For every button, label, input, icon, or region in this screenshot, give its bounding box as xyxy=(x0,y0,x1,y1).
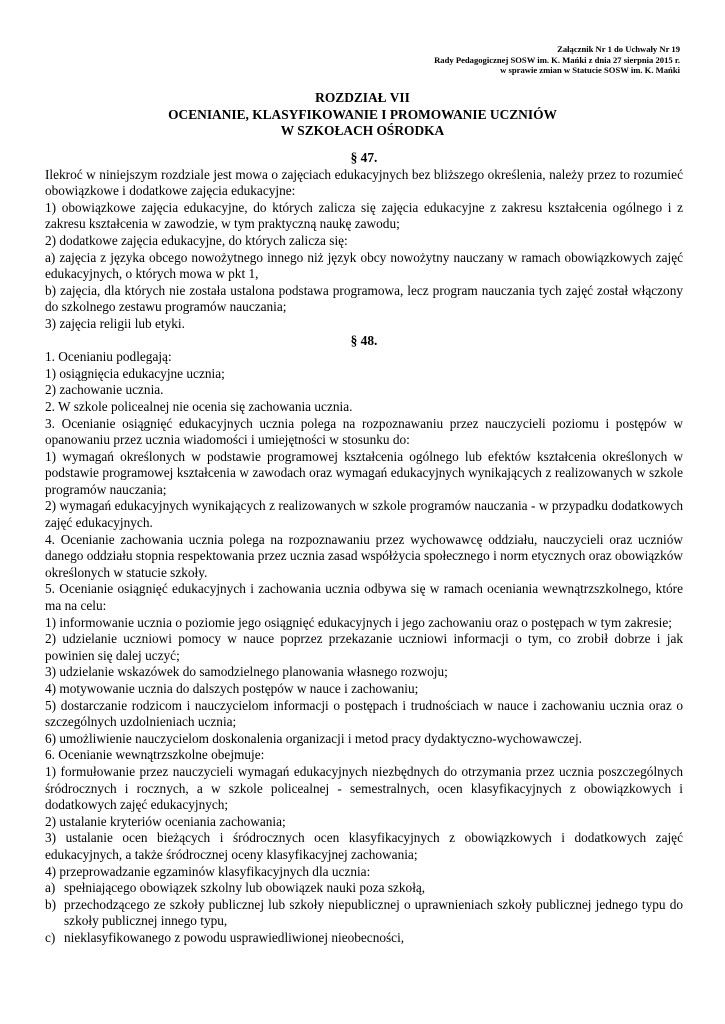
section-48-item-5: 5. Ocenianie osiągnięć edukacyjnych i zachowania ucznia odbywa się w ramach oceniania wewnątrzszkolnego, które ma na celu: xyxy=(45,581,683,614)
document-body xyxy=(45,150,683,947)
annex-note xyxy=(434,44,680,76)
section-48-item-6-3: 3) ustalanie ocen bieżących i śródrocznych ocen klasyfikacyjnych z obowiązkowych i dodatkowych zajęć edukacyjnych, a także śródrocznej oceny klasyfikacyjnej zachowania; xyxy=(45,830,683,862)
section-48-item-1-1: 1) osiągnięcia edukacyjne ucznia; xyxy=(45,365,225,381)
section-48-item-3-2: 2) wymagań edukacyjnych wynikających z realizowanych w szkole programów nauczania - w przypadku dodatkowych zajęć edukacyjnych. xyxy=(45,498,683,531)
sub-item-text: nieklasyfikowanego z powodu usprawiedliwionej nieobecności, xyxy=(64,929,405,945)
section-48-item-5-2: 2) udzielanie uczniowi pomocy w nauce poprzez przekazanie uczniowi informacji o tym, co zrobił dobrze i jak powinien się dalej uczyć; xyxy=(45,631,683,663)
section-47-heading: § 47. xyxy=(350,150,378,165)
section-47-point-2: 2) dodatkowe zajęcia edukacyjne, do których zalicza się: xyxy=(45,232,348,248)
section-48-item-6-2: 2) ustalanie kryteriów oceniania zachowania; xyxy=(45,813,286,829)
section-48-item-5-4: 4) motywowanie ucznia do dalszych postępów w nauce i zachowaniu; xyxy=(45,681,419,696)
section-48-item-5-1: 1) informowanie ucznia o poziomie jego osiągnięć edukacyjnych i jego zachowaniu oraz o postępach w tym zakresie; xyxy=(45,614,672,630)
section-48-item-4: 4. Ocenianie zachowania ucznia polega na rozpoznawaniu przez wychowawcę oddziału, nauczycieli oraz uczniów danego oddziału stopnia respektowania przez ucznia zasad współżycia społecznego i norm etycznych oraz obowiązków określonych w statucie szkoły. xyxy=(45,531,683,580)
section-48-item-6-4: 4) przeprowadzanie egzaminów klasyfikacyjnych dla ucznia: xyxy=(45,863,371,879)
section-47-point-3: 3) zajęcia religii lub etyki. xyxy=(45,315,185,331)
section-48-item-6: 6. Ocenianie wewnątrzszkolne obejmuje: xyxy=(45,747,265,763)
chapter-number: ROZDZIAŁ VII xyxy=(315,90,410,105)
section-48-item-6-4a xyxy=(45,880,683,897)
section-48-item-3-1: 1) wymagań określonych w podstawie programowej kształcenia ogólnego lub efektów kształcenia określonych w podstawie programowej kształcenia w zawodach oraz wymagań edukacyjnych wynikających z realizowanych w szkole programów nauczania; xyxy=(45,448,683,497)
section-48-item-6-4b xyxy=(45,897,683,930)
annex-line-3: w sprawie zmian w Statucie SOSW im. K. Mańki xyxy=(500,65,680,75)
section-48-item-5-5: 5) dostarczanie rodzicom i nauczycielom informacji o postępach i trudnościach w nauce i zachowaniu ucznia oraz o szczególnych uzdolnieniach ucznia; xyxy=(45,697,683,730)
sub-item-text: spełniającego obowiązek szkolny lub obowiązek nauki poza szkołą, xyxy=(64,880,426,896)
annex-line-1: Załącznik Nr 1 do Uchwały Nr 19 xyxy=(557,44,680,54)
annex-line-2: Rady Pedagogicznej SOSW im. K. Mańki z dnia 27 sierpnia 2015 r. xyxy=(434,54,680,65)
sub-item-label: c) xyxy=(45,929,56,945)
chapter-title-line-1: OCENIANIE, KLASYFIKOWANIE I PROMOWANIE UCZNIÓW xyxy=(168,106,557,122)
section-48-item-5-3: 3) udzielanie wskazówek do samodzielnego planowania własnego rozwoju; xyxy=(45,664,448,680)
section-48-item-6-4c xyxy=(45,930,683,947)
section-48-item-5-6: 6) umożliwienie nauczycielom doskonalenia organizacji i metod pracy dydaktyczno-wychowawczej. xyxy=(45,730,582,746)
chapter-title-block xyxy=(45,90,680,140)
section-48-item-1: 1. Ocenianiu podlegają: xyxy=(45,349,172,365)
section-48-item-6-1: 1) formułowanie przez nauczycieli wymagań edukacyjnych niezbędnych do otrzymania przez ucznia poszczególnych śródrocznych i rocznych, a w szkole policealnej - semestralnych, ocen klasyfikacyjnych z obowiązkowych i dodatkowych zajęć edukacyjnych; xyxy=(45,763,683,813)
sub-item-label: b) xyxy=(45,896,57,912)
section-47-point-1: 1) obowiązkowe zajęcia edukacyjne, do których zalicza się zajęcia edukacyjne z zakresu kształcenia ogólnego i z zakresu kształcenia w zawodzie, w tym praktyczną naukę zawodu; xyxy=(45,199,683,232)
section-47-intro: Ilekroć w niniejszym rozdziale jest mowa o zajęciach edukacyjnych bez bliższego określenia, należy przez to rozumieć obowiązkowe i dodatkowe zajęcia edukacyjne: xyxy=(45,166,683,199)
chapter-title-line-2: W SZKOŁACH OŚRODKA xyxy=(280,123,445,138)
sub-item-label: a) xyxy=(45,880,56,896)
section-48-item-3: 3. Ocenianie osiągnięć edukacyjnych ucznia polega na rozpoznawaniu przez nauczycieli poziomu i postępów w opanowaniu przez ucznia wiadomości i umiejętności w stosunku do: xyxy=(45,415,683,448)
section-48-heading: § 48. xyxy=(350,332,378,348)
section-47-point-2a: a) zajęcia z języka obcego nowożytnego innego niż język obcy nowożytny nauczany w ramach obowiązkowych zajęć edukacyjnych, o których mowa w pkt 1, xyxy=(45,249,683,282)
section-47-point-2b: b) zajęcia, dla których nie została ustalona podstawa programowa, lecz program nauczania tych zajęć został włączony do szkolnego zestawu programów nauczania; xyxy=(45,282,683,315)
sub-item-text: przechodzącego ze szkoły publicznej lub szkoły niepublicznej o uprawnieniach szkoły publicznej jednego typu do szkoły publicznej innego typu, xyxy=(64,896,683,929)
section-48-item-2: 2. W szkole policealnej nie ocenia się zachowania ucznia. xyxy=(45,398,353,414)
section-48-item-1-2: 2) zachowanie ucznia. xyxy=(45,382,164,398)
